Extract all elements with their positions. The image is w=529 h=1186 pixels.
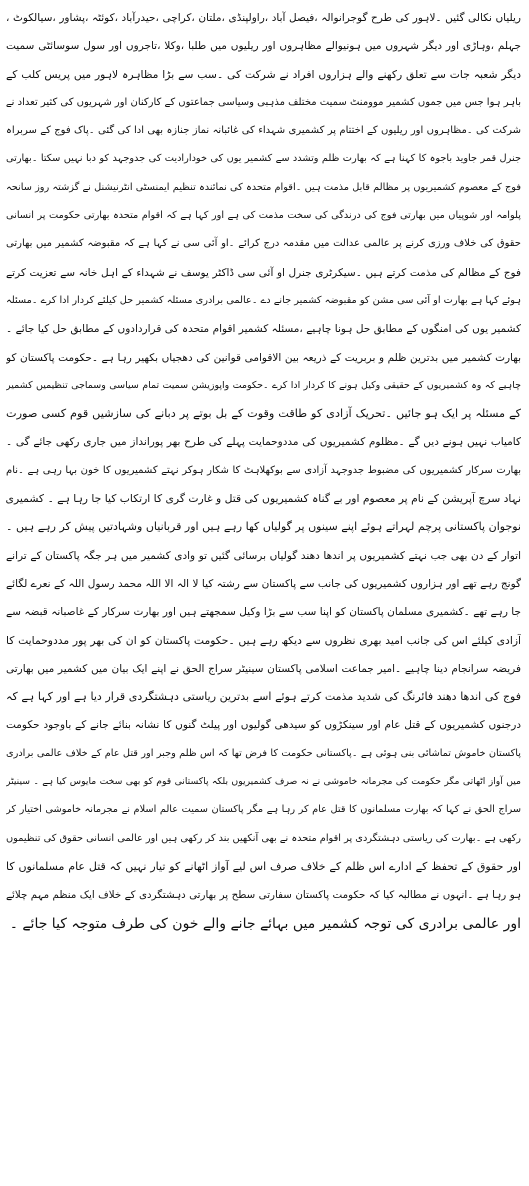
article-line: ریلیاں نکالی گئیں ۔لاہور کی طرح گوجرانوالہ ،فیصل آباد ،راولپنڈی ،ملتان ،کراچی ،حیدرآباد ،کوئٹہ ،پشاور ،سیالکوٹ ، xyxy=(6,12,521,24)
article-line: فوج کے مظالم کی مذمت کرتے ہیں ۔سیکرٹری جنرل او آئی سی ڈاکٹر یوسف نے شہداء کے اہل خانہ سے تعزیت کرتے xyxy=(6,266,521,279)
article-line: چاہیے کہ وہ کشمیریوں کے حقیقی وکیل ہونے کا کردار ادا کرے ۔حکومت واپوزیشن سمیت تمام سیاسی وسماجی تنظیمیں کشمیر xyxy=(6,379,521,391)
article-line: ہو رہا ہے ۔انہوں نے مطالبہ کیا کہ حکومت پاکستان سفارتی سطح پر بھارتی دہشتگردی کے خلاف ایک منظم مہم چلائے xyxy=(6,889,521,902)
article-line: ہوئے کہا ہے بھارت او آئی سی مشن کو مقبوضہ کشمیر جانے دے ۔عالمی برادری مسئلہ کشمیر حل کیلئے کردار ادا کرے ۔مسئلہ xyxy=(6,294,521,306)
article-line: بھارت کشمیر میں بدترین ظلم و بربریت کے ذریعہ بین الاقوامی قوانین کی دھجیاں بکھیر رہا ہے ۔حکومت پاکستان کو xyxy=(6,351,521,364)
article-line: جا رہے تھے ۔کشمیری مسلمان پاکستان کو اپنا سب سے بڑا وکیل سمجھتے ہیں اور بھارت سرکار کے غاصبانہ قبضہ سے xyxy=(6,606,521,619)
article-line: جہلم ،وہاڑی اور دیگر شہروں میں ہونیوالے مظاہروں اور ریلیوں میں طلبا ،وکلا ،تاجروں اور سول سوسائٹی سمیت xyxy=(6,40,521,53)
article-line: اتوار کے دن بھی جب نہتے کشمیریوں پر اندھا دھند گولیاں برسائی گئیں تو وادی کشمیر میں ہر جگہ پاکستان کے ترانے xyxy=(6,549,521,562)
article-line: فریضہ سرانجام دینا چاہیے ۔امیر جماعت اسلامی پاکستان سینیٹر سراج الحق نے اپنے ایک بیان میں کشمیر میں بھارتی xyxy=(6,662,521,675)
article-line: میں آواز اٹھاتی مگر حکومت کی مجرمانہ خاموشی نے نہ صرف کشمیریوں بلکہ پاکستانی قوم کو بھی سخت مایوس کیا ہے ۔ سینیٹر xyxy=(6,776,521,788)
article-line: نہاد سرچ آپریشن کے نام پر معصوم اور بے گناہ کشمیریوں کی قتل و غارت گری کا ارتکاب کیا جا رہا ہے ۔ کشمیری xyxy=(6,492,521,506)
article-line: فوج کے معصوم کشمیریوں پر مظالم قابل مذمت ہیں ۔اقوام متحدہ کی نمائندہ تنظیم ایمنسٹی انٹرنیشنل نے گزشتہ روز سانحہ xyxy=(6,181,521,193)
article-line: اور عالمی برادری کی توجہ کشمیر میں بہائے جانے والے خون کی طرف متوجہ کیا جائے ۔ xyxy=(9,915,521,932)
article-line: نوجوان پاکستانی پرچم لہراتے ہوئے اپنے سینوں پر گولیاں کھا رہے ہیں اور قربانیاں وشہادتیں پیش کر رہے ہیں ۔ xyxy=(6,520,521,534)
article-line: حقوق کی خلاف ورزی کرنے پر عالمی عدالت میں مقدمہ درج کرائے ۔او آئی سی نے کہا ہے کہ مقبوضہ کشمیر میں بھارتی xyxy=(6,238,521,250)
article-line: اور حقوق کے تحفظ کے ادارے اس ظلم کے خلاف صرف اس لیے آواز اٹھانے کو تیار نہیں کہ قتل عام مسلمانوں کا xyxy=(6,859,521,873)
article-line: شرکت کی ۔مظاہروں اور ریلیوں کے اختتام پر کشمیری شہداء کی غائبانہ نماز جنازہ بھی ادا کی گئی ۔پاک فوج کے سربراہ xyxy=(6,125,521,137)
article-line: دیگر شعبہ جات سے تعلق رکھنے والے ہزاروں افراد نے شرکت کی ۔سب سے بڑا مظاہرہ لاہور میں پریس کلب کے xyxy=(6,67,521,81)
article-line: رکھی ہے ۔بھارت کی ریاستی دہشتگردی پر اقوام متحدہ نے بھی آنکھیں بند کر رکھی ہیں اور عالمی انسانی حقوق کی تنظیموں xyxy=(6,832,521,844)
article-line: باہر ہوا جس میں جموں کشمیر موومنٹ سمیت مختلف مذہبی وسیاسی جماعتوں کے کارکنان اور شہریوں کی کثیر تعداد نے xyxy=(6,96,521,108)
article-line: جنرل قمر جاوید باجوہ کا کہنا ہے کہ بھارت ظلم وتشدد سے کشمیر یوں کی خودارادیت کی جدوجہد کو دبا نہیں سکتا ۔بھارتی xyxy=(6,153,521,165)
urdu-article-body xyxy=(6,4,521,938)
article-line: کامیاب نہیں ہونے دیں گے ۔مظلوم کشمیریوں کی مددوحمایت پہلے کی طرح بھر پورانداز میں جاری رکھی جائے گی ۔ xyxy=(6,436,521,449)
article-line: گونج رہے تھے اور ہزاروں کشمیریوں کی جانب سے پاکستان سے رشتہ کیا لا الہ الا اللہ محمد رسول اللہ کے نعرے لگائے xyxy=(6,577,521,590)
article-line: سراج الحق نے کہا کہ بھارت مسلمانوں کا قتل عام کر رہا ہے مگر پاکستان سمیت عالم اسلام نے مجرمانہ خاموشی اختیار کر xyxy=(6,804,521,816)
article-line: بھارت سرکار کشمیریوں کی مضبوط جدوجہد آزادی سے بوکھلاہٹ کا شکار ہوکر نہتے کشمیریوں کا خون بہا رہی ہے ۔نام xyxy=(6,464,521,476)
article-line: آزادی کیلئے اس کی جانب امید بھری نظروں سے دیکھ رہے ہیں ۔حکومت پاکستان کو ان کی بھر پور مددوحمایت کا xyxy=(6,633,521,647)
article-line: درجنوں کشمیریوں کے قتل عام اور سینکڑوں کو سیدھی گولیوں اور پیلٹ گنوں کا نشانہ بنائے جانے کے باوجود حکومت xyxy=(6,719,521,732)
article-line: پاکستان خاموش تماشائی بنی ہوئی ہے ۔پاکستانی حکومت کا فرض تھا کہ اس ظلم وجبر اور قتل عام کے خلاف عالمی برادری xyxy=(6,747,521,759)
article-line: کے مسئلہ پر ایک ہو جائیں ۔تحریک آزادی کو طاقت وقوت کے بل بوتے پر دبانے کی سازشیں قوم کسی صورت xyxy=(6,407,521,421)
article-line: پلوامہ اور شوپیاں میں بھارتی فوج کی درندگی کی سخت مذمت کی ہے اور کہا ہے کہ اقوام متحدہ بھارتی حکومت پر انسانی xyxy=(6,210,521,222)
article-line: کشمیر یوں کی امنگوں کے مطابق حل ہونا چاہیے ،مسئلہ کشمیر اقوام متحدہ کی قراردادوں کے مطابق حل کیا جائے ۔ xyxy=(6,323,521,336)
article-line: فوج کی اندھا دھند فائرنگ کی شدید مذمت کرتے ہوئے اسے بدترین ریاستی دہشتگردی قرار دیا ہے اور کہا ہے کہ xyxy=(6,690,521,704)
